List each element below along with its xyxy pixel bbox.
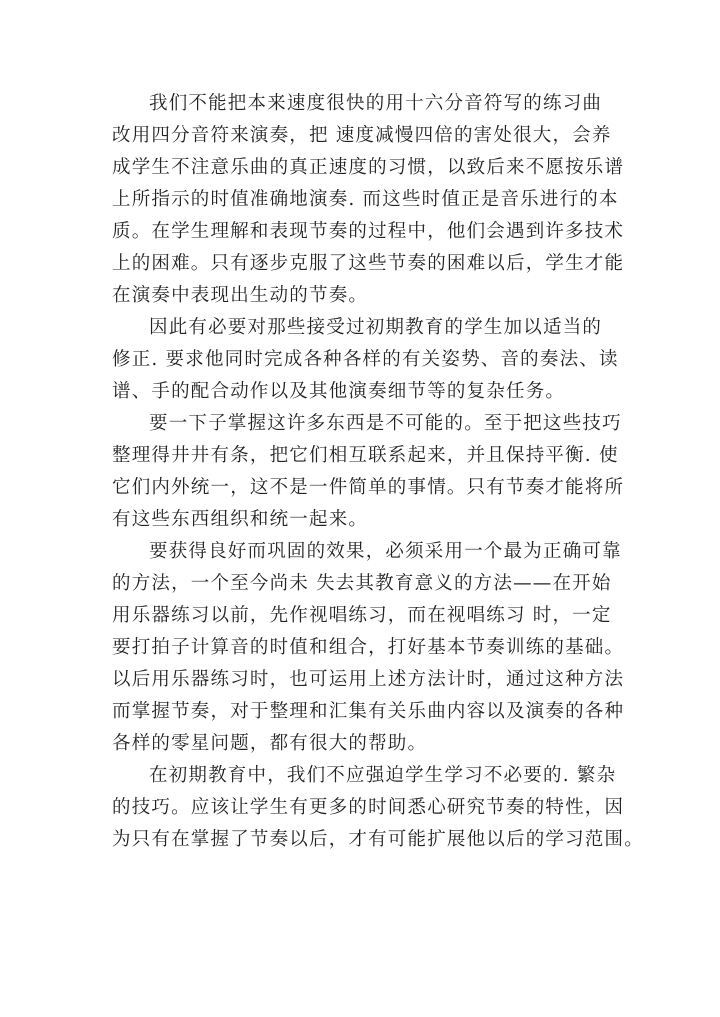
text-line: 在演奏中表现出生动的节奏。	[112, 285, 369, 306]
text-line: 各样的零星问题，都有很大的帮助。	[112, 733, 428, 754]
paragraph	[112, 408, 625, 536]
text-line: 在初期教育中，我们不应强迫学生学习不必要的. 繁杂	[149, 765, 617, 786]
paragraph	[112, 536, 625, 760]
paragraph	[112, 760, 644, 856]
text-line: 有这些东西组织和统一起来。	[112, 509, 369, 530]
document-body	[112, 88, 644, 856]
text-line: 谱、手的配合动作以及其他演奏细节等的复杂任务。	[112, 381, 566, 402]
text-line: 质。在学生理解和表现节奏的过程中，他们会遇到许多技术	[112, 221, 625, 242]
text-line: 用乐器练习以前，先作视唱练习，而在视唱练习 时，一定	[112, 605, 612, 626]
text-line: 而掌握节奏，对于整理和汇集有关乐曲内容以及演奏的各种	[112, 701, 625, 722]
text-line: 我们不能把本来速度很快的用十六分音符写的练习曲	[149, 93, 603, 114]
paragraph	[112, 312, 622, 408]
text-line: 成学生不注意乐曲的真正速度的习惯，以致后来不愿按乐谱	[112, 157, 625, 178]
text-line: 修正. 要求他同时完成各种各样的有关姿势、音的奏法、读	[112, 349, 619, 370]
text-line: 因此有必要对那些接受过初期教育的学生加以适当的	[149, 317, 603, 338]
text-line: 以后用乐器练习时，也可运用上述方法计时，通过这种方法	[112, 669, 625, 690]
text-line: 改用四分音符来演奏，把 速度减慢四倍的害处很大，会养	[112, 125, 612, 146]
text-line: 上所指示的时值准确地演奏. 而这些时值正是音乐进行的本	[112, 189, 619, 210]
text-line: 要一下子掌握这许多东西是不可能的。至于把这些技巧	[149, 413, 622, 434]
text-line: 要打拍子计算音的时值和组合，打好基本节奏训练的基础。	[112, 637, 625, 658]
text-line: 要获得良好而巩固的效果，必须采用一个最为正确可靠	[149, 541, 622, 562]
text-line: 的技巧。应该让学生有更多的时间悉心研究节奏的特性，因	[112, 797, 625, 818]
paragraph	[112, 88, 625, 312]
text-line: 上的困难。只有逐步克服了这些节奏的困难以后，学生才能	[112, 253, 625, 274]
text-line: 的方法，一个至今尚未 失去其教育意义的方法——在开始	[112, 573, 612, 594]
text-line: 为只有在掌握了节奏以后，才有可能扩展他以后的学习范围。	[112, 829, 644, 850]
text-line: 它们内外统一，这不是一件简单的事情。只有节奏才能将所	[112, 477, 625, 498]
text-line: 整理得井井有条，把它们相互联系起来，并且保持平衡. 使	[112, 445, 619, 466]
